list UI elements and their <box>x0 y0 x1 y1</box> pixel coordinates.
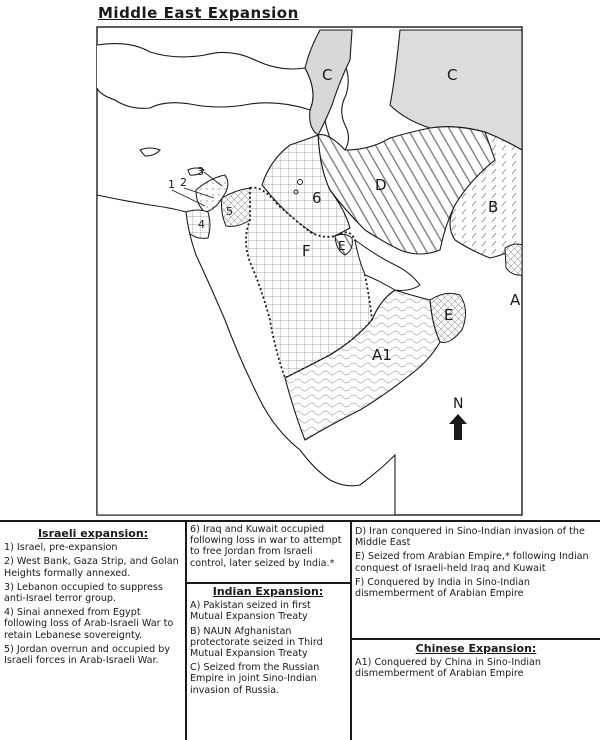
label-c-east: C <box>447 66 458 84</box>
legend-indian-heading: Indian Expansion: <box>212 585 324 598</box>
label-5: 5 <box>226 205 233 218</box>
label-e-oman: E <box>444 306 454 324</box>
legend-top-rule <box>0 520 600 522</box>
legend-entry-3: 3) Lebanon occupied to suppress anti-Israel terror group. <box>4 581 163 605</box>
label-6: 6 <box>312 189 322 207</box>
map-title: Middle East Expansion <box>98 4 299 22</box>
legend-divider-1 <box>185 520 187 740</box>
legend-entry-4: 4) Sinai annexed from Egypt following loss of Arab-Israeli War to retain Lebanese sovereignty. <box>4 607 174 641</box>
legend-entry-c: C) Seized from the Russian Empire in joint Sino-Indian invasion of Russia. <box>190 662 320 696</box>
legend-entry-1: 1) Israel, pre-expansion <box>4 542 118 554</box>
legend-iraq <box>190 524 346 572</box>
legend-indian <box>190 586 346 699</box>
region-a-pakistan <box>505 244 522 275</box>
legend-divider-right <box>351 638 600 640</box>
label-a1: A1 <box>372 346 392 364</box>
legend-entry-a1: A1) Conquered by China in Sino-Indian dismemberment of Arabian Empire <box>355 657 541 680</box>
legend-entry-d: D) Iran conquered in Sino-Indian invasion of the Middle East <box>355 526 585 549</box>
legend-chinese <box>355 643 597 683</box>
legend-divider-mid <box>186 582 350 584</box>
legend-entry-a: A) Pakistan seized in first Mutual Expansion Treaty <box>190 600 311 623</box>
north-label: N <box>453 396 464 412</box>
label-a: A <box>510 291 521 309</box>
legend-right <box>355 526 597 602</box>
legend-entry-6: 6) Iraq and Kuwait occupied following loss in war to attempt to free Jordan from Israeli control, later seized by India.* <box>190 524 342 569</box>
legend-divider-2 <box>350 520 352 740</box>
legend-chinese-heading: Chinese Expansion: <box>415 642 537 655</box>
label-e-kuwait: E <box>338 239 346 253</box>
legend-entry-f: F) Conquered by India in Sino-Indian dismemberment of Arabian Empire <box>355 576 530 600</box>
label-b: B <box>488 198 499 216</box>
label-2: 2 <box>180 176 187 189</box>
label-3: 3 <box>197 165 204 178</box>
legend-entry-b: B) NAUN Afghanistan protectorate seized in Third Mutual Expansion Treaty <box>190 625 323 660</box>
label-c-west: C <box>322 66 333 84</box>
label-f: F <box>302 242 311 260</box>
legend-entry-5: 5) Jordan overrun and occupied by Israeli forces in Arab-Israeli War. <box>4 643 171 667</box>
legend-israeli <box>4 528 182 669</box>
label-d: D <box>375 176 387 194</box>
label-1: 1 <box>168 178 175 191</box>
legend-israeli-heading: Israeli expansion: <box>37 527 149 540</box>
legend-entry-e: E) Seized from Arabian Empire,* following Indian conquest of Israeli-held Iraq and Kuwait <box>355 551 589 574</box>
label-4: 4 <box>198 218 205 231</box>
legend-entry-2: 2) West Bank, Gaza Strip, and Golan Heights formally annexed. <box>4 556 179 579</box>
